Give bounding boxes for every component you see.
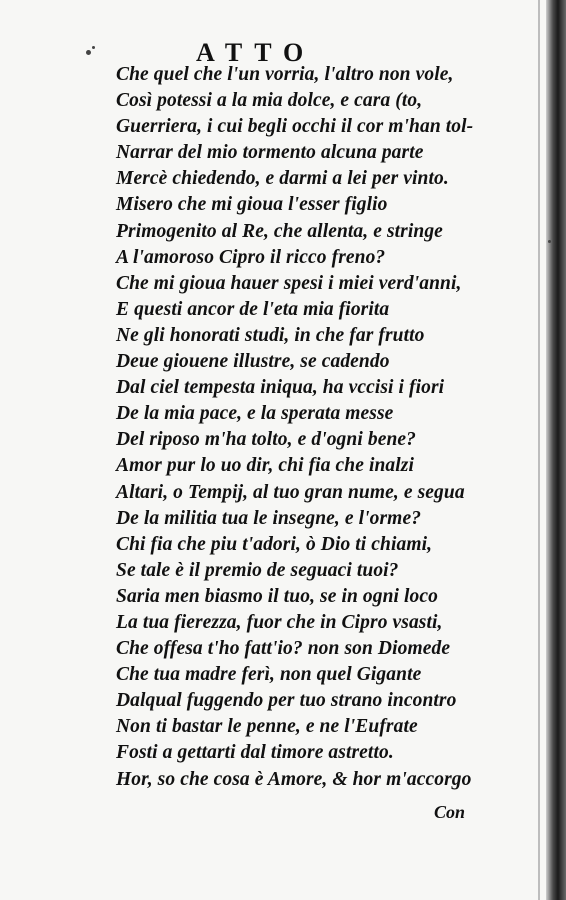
verse-line: Che quel che l'un vorria, l'altro non vole, xyxy=(116,64,454,85)
verse-line: Primogenito al Re, che allenta, e stringe xyxy=(116,220,443,242)
verse-line: E questi ancor de l'eta mia fiorita xyxy=(116,298,390,320)
page-gutter-line xyxy=(538,0,540,900)
verse-line: Amor pur lo uo dir, chi fia che inalzi xyxy=(116,455,414,477)
ink-speck xyxy=(92,46,95,49)
verse-line: Misero che mi gioua l'esser figlio xyxy=(116,194,388,216)
page-binding-edge xyxy=(546,0,566,900)
verse-block xyxy=(116,62,516,793)
verse-line: Saria men biasmo il tuo, se in ogni loco xyxy=(116,585,439,607)
verse-line: Non ti bastar le penne, e ne l'Eufrate xyxy=(116,716,418,738)
verse-line: Dalqual fuggendo per tuo strano incontro xyxy=(116,690,457,712)
verse-line: Dal ciel tempesta iniqua, ha vccisi i fiori xyxy=(116,377,445,399)
verse-line: A l'amoroso Cipro il ricco freno? xyxy=(116,246,386,268)
catchword: Con xyxy=(434,802,466,822)
verse-line: Così potessi a la mia dolce, e cara (to, xyxy=(116,90,423,112)
verse-line: De la militia tua le insegne, e l'orme? xyxy=(116,507,422,529)
ink-speck xyxy=(548,240,551,243)
verse-line: Che mi gioua hauer spesi i miei verd'anni, xyxy=(116,272,462,294)
verse-line: Che offesa t'ho fatt'io? non son Diomede xyxy=(116,638,451,660)
verse-line: Mercè chiedendo, e darmi a lei per vinto. xyxy=(116,168,449,190)
running-header: ATTO xyxy=(196,38,316,67)
ink-speck xyxy=(86,50,91,55)
verse-line: Deue giouene illustre, se cadendo xyxy=(116,351,390,373)
verse-line: Fosti a gettarti dal timore astretto. xyxy=(116,742,394,764)
verse-line: Chi fia che piu t'adori, ò Dio ti chiami, xyxy=(116,533,433,555)
verse-line: Guerriera, i cui begli occhi il cor m'han tol- xyxy=(116,116,474,138)
verse-line: Narrar del mio tormento alcuna parte xyxy=(116,142,424,164)
verse-line: Ne gli honorati studi, in che far frutto xyxy=(116,324,425,346)
verse-line: Hor, so che cosa è Amore, & hor m'accorgo xyxy=(116,768,472,790)
verse-line: Altari, o Tempij, al tuo gran nume, e segua xyxy=(116,481,465,503)
verse-line: De la mia pace, e la sperata messe xyxy=(116,403,394,425)
verse-line: La tua fierezza, fuor che in Cipro vsasti, xyxy=(116,611,443,633)
verse-line: Se tale è il premio de seguaci tuoi? xyxy=(116,559,399,581)
verse-line: Del riposo m'ha tolto, e d'ogni bene? xyxy=(116,429,416,451)
verse-line: Che tua madre ferì, non quel Gigante xyxy=(116,664,422,686)
